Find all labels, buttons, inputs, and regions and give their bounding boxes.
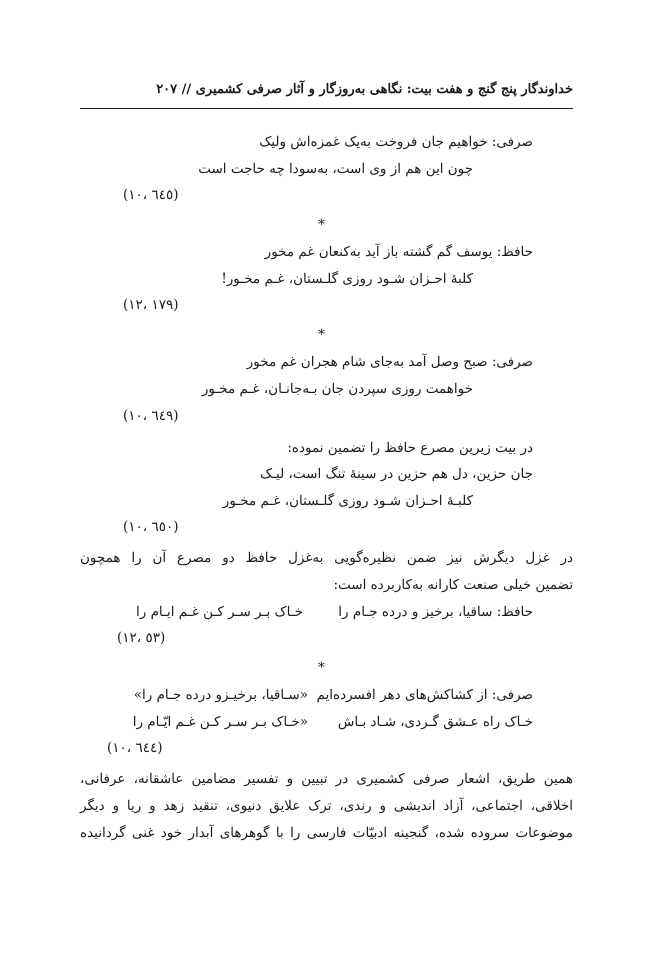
verse-line: خواهمت روزی سپردن جان بـه‌جانـان، غـم مخـور [201, 381, 473, 397]
verse-line: کلبهٔ احـزان شـود روزی گلـستان، غـم مخـور! [221, 271, 473, 287]
verse-line: حافظ: یوسف گم گشته باز آید به‌کنعان غم مخور [264, 244, 533, 260]
verse-hemistich: صرفی: از کشاکش‌های دهر افسرده‌ایم [316, 687, 533, 703]
section-separator: * [318, 217, 325, 233]
prose-line: تضمین خیلی صنعت کارانه به‌کاربرده است: [333, 577, 573, 593]
verse-reference: (١٧٩ ،١٢) [123, 297, 179, 313]
verse-hemistich: «خـاک بـر سـر کـن غـم ایّـام را [132, 714, 308, 730]
prose-line: اخلاقی، اجتماعی، آزاد اندیشی و رندی، ترک علایق دنیوی، تنقید زهد و ریا و دیگر [80, 798, 573, 814]
verse-reference: (٦٥٠ ،١٠) [123, 519, 179, 535]
verse-line: صرفی: صبح وصل آمد به‌جای شام هجران غم مخور [246, 354, 533, 370]
prose-line: در بیت زیرین مصرع حافظ را تضمین نموده: [287, 440, 533, 456]
verse-hemistich: خـاک راه عـشق گـردی، شـاد بـاش [337, 714, 533, 730]
section-separator: * [318, 327, 325, 343]
verse-line: چون این هم از وی است، به‌سودا چه حاجت است [198, 161, 473, 177]
verse-line: صرفی: خواهیم جان فروخت به‌یک غمزه‌اش ولیک [259, 134, 533, 150]
header-rule [80, 108, 573, 109]
verse-hemistich: حافظ: ساقیا، برخیز و درده جـام را [338, 604, 533, 620]
prose-line: موضوعات سروده شده، گنجینه ادبیّات فارسی را با گوهرهای آبدار خود غنی گردانیده [80, 825, 573, 841]
prose-line: همین طریق، اشعار صرفی کشمیری در تبیین و تفسیر مضامین عاشقانه، عرفانی، [80, 771, 573, 787]
verse-hemistich: «سـاقیا، برخیـزو درده جـام را» [133, 687, 308, 703]
verse-reference: (٦٤٤ ،١٠) [107, 740, 163, 756]
verse-line: جان حزین، دل هم حزین در سینهٔ تنگ است، لیـک [260, 466, 533, 482]
prose-line: در غزل دیگرش نیز ضمن نظیره‌گویی به‌غزل حافظ دو مصرع آن را همچون [80, 550, 573, 566]
verse-hemistich: خـاک بـر سـر کـن غـم ایـام را [136, 604, 303, 620]
verse-line: کلبـهٔ احـزان شـود روزی گلـستان، غـم مخـور [222, 493, 473, 509]
verse-reference: (٥٣ ،١٢) [117, 630, 166, 646]
verse-reference: (٦٤٥ ،١٠) [123, 187, 179, 203]
running-header: خداوندگار پنج گنج و هفت بیت: نگاهی به‌روزگار و آثار صرفی کشمیری // ۲۰۷ [156, 82, 573, 97]
verse-reference: (٦٤٩ ،١٠) [123, 408, 179, 424]
section-separator: * [318, 660, 325, 676]
